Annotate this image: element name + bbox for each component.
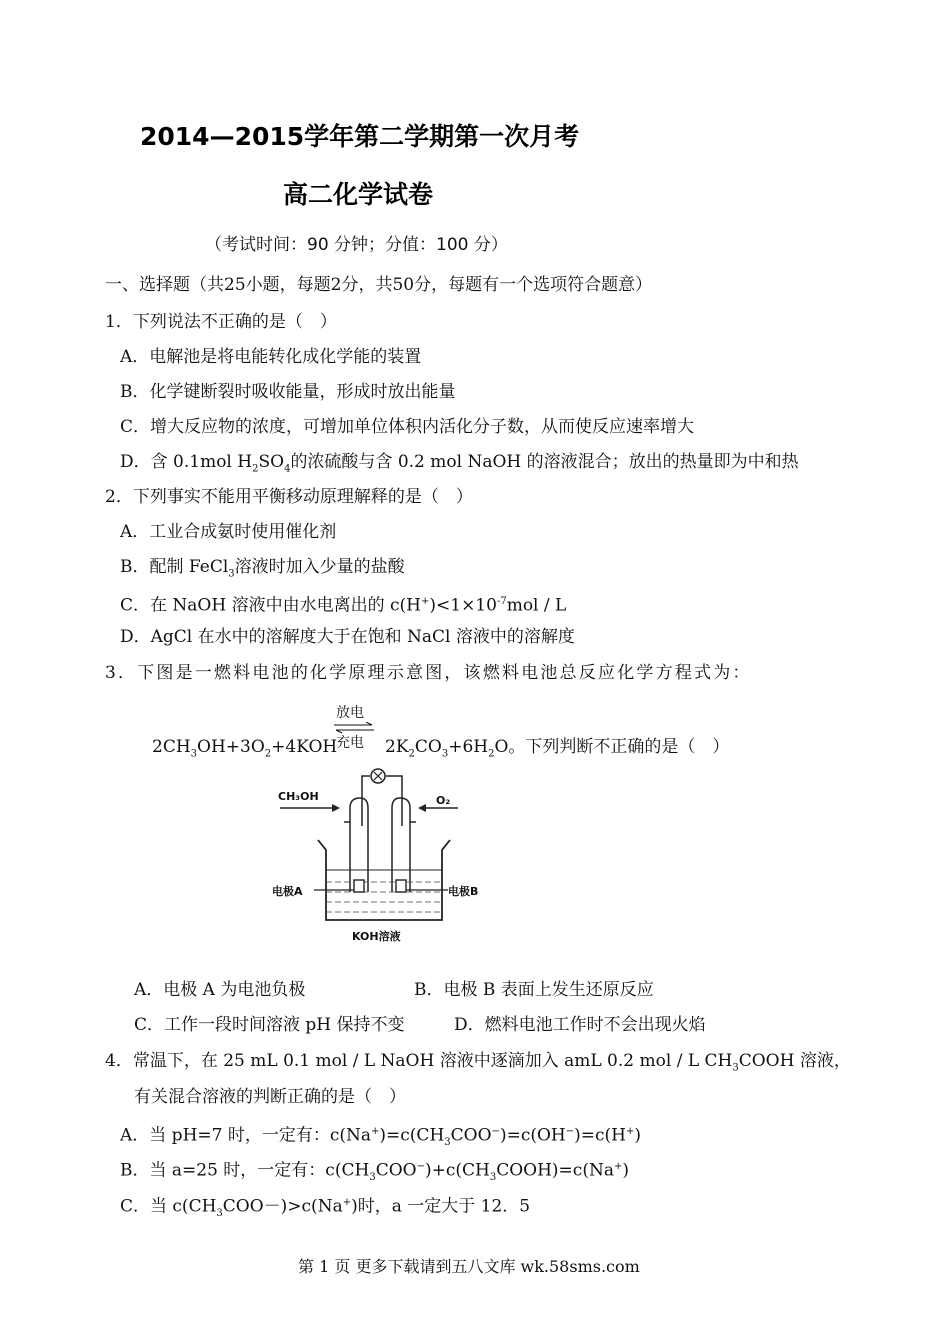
q3-stem: 3．下图是一燃料电池的化学原理示意图，该燃料电池总反应化学方程式为： (105, 663, 752, 683)
q2-option-d: D．AgCl 在水中的溶解度大于在饱和 NaCl 溶液中的溶解度 (120, 627, 575, 647)
reversible-arrow (332, 702, 376, 752)
exam-meta: （考试时间：90 分钟；分值：100 分） (205, 235, 508, 255)
figure-electrode-b: 电极B (448, 885, 479, 898)
q1-option-b: B．化学键断裂时吸收能量，形成时放出能量 (120, 382, 456, 402)
q4-option-b: B．当 a=25 时，一定有：$c(CH_3COO^-)+c(CH_3COOH)=c(Na^+)$ (120, 1160, 629, 1184)
exam-subtitle: 高二化学试卷 (283, 180, 434, 209)
q4-option-a: A．当 pH=7 时，一定有：$c(Na^+)=c(CH_3COO^-)=c(OH^-)=c(H^+)$ (120, 1125, 642, 1149)
q1-option-d: D．含 0.1mol $H_2SO_4$的浓硫酸与含 0.2 mol NaOH 的溶液混合；放出的热量即为中和热 (120, 452, 799, 475)
page-footer: 第 1 页 更多下载请到五八文库 wk.58sms.com (298, 1257, 640, 1276)
q3-option-c: C．工作一段时间溶液 pH 保持不变 (134, 1015, 405, 1035)
q1-option-c: C．增大反应物的浓度，可增加单位体积内活化分子数，从而使反应速率增大 (120, 417, 695, 437)
q2-option-b: B．配制 FeCl$_3$溶液时加入少量的盐酸 (120, 557, 405, 580)
figure-left-gas: CH₃OH (278, 790, 319, 803)
arrow-bottom-label: 充电 (336, 735, 364, 751)
exam-title: 2014—2015学年第二学期第一次月考 (140, 122, 580, 151)
q1-option-a: A．电解池是将电能转化成化学能的装置 (120, 347, 422, 367)
q4-stem-line2: 有关混合溶液的判断正确的是（ ） (134, 1087, 406, 1107)
figure-electrode-a: 电极A (272, 885, 303, 898)
q2-option-a: A．工业合成氨时使用催化剂 (120, 522, 337, 542)
q4-stem: 4．常温下，在 25 mL 0.1 mol / L NaOH 溶液中逐滴加入 amL 0.2 mol / L $CH_3COOH$ 溶液， (105, 1051, 851, 1074)
fuel-cell-figure (262, 762, 512, 952)
figure-right-gas: O₂ (436, 794, 451, 807)
q3-option-b: B．电极 B 表面上发生还原反应 (414, 980, 654, 1000)
q2-stem: 2．下列事实不能用平衡移动原理解释的是（ ） (105, 487, 473, 507)
q3-equation-left: $2CH_3OH+3O_2+4KOH$ (152, 737, 338, 760)
q3-option-d: D．燃料电池工作时不会出现火焰 (454, 1015, 706, 1035)
arrow-top-label: 放电 (336, 705, 364, 721)
section-heading: 一、选择题（共25小题，每题2分，共50分，每题有一个选项符合题意） (105, 275, 653, 295)
q3-equation-right: $2K_2CO_3+6H_2O$。下列判断不正确的是（ ） (385, 737, 730, 760)
q3-option-a: A．电极 A 为电池负极 (134, 980, 306, 1000)
q1-stem: 1．下列说法不正确的是（ ） (105, 312, 337, 332)
q2-option-c: C．在 NaOH 溶液中由水电离出的 $c(H^+)<1\times 10^{-7}mol / L$ (120, 595, 567, 616)
q4-option-c: C．当 $c(CH_3COO-)>c(Na^+)$时，a 一定大于 12．5 (120, 1196, 531, 1220)
figure-solution-label: KOH溶液 (352, 930, 401, 943)
